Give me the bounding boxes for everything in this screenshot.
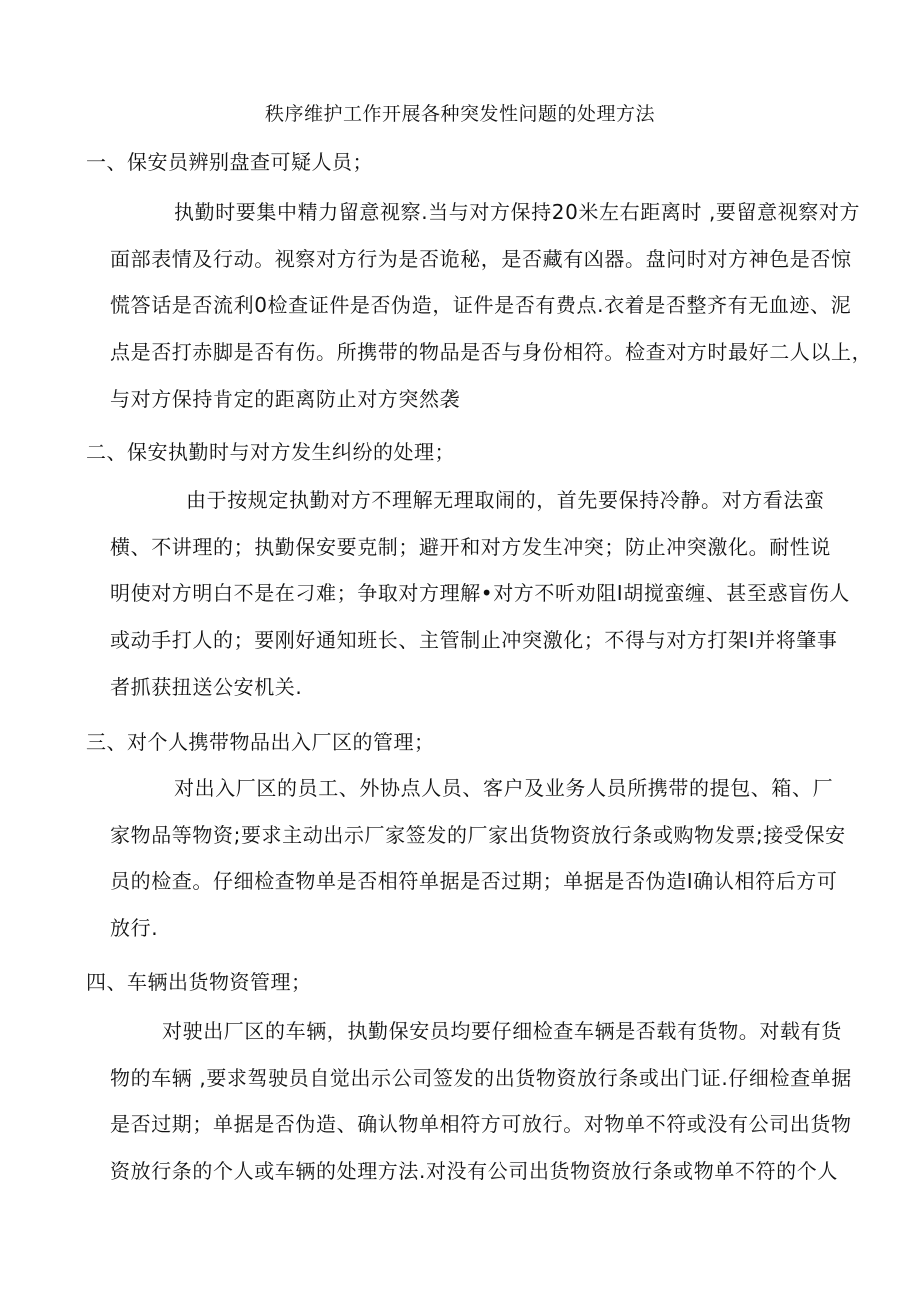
section-paragraph-4 xyxy=(110,1008,852,1195)
section-paragraph-2 xyxy=(110,477,850,711)
section-paragraph-1 xyxy=(110,189,873,423)
paragraph-line: 者抓获扭送公安机关. xyxy=(110,674,303,699)
section-heading-2: 二、保安执勤时与对方发生纠纷的处理； xyxy=(86,440,455,464)
paragraph-line: 或动手打人的；要刚好通知班长、主管制止冲突激化；不得与对方打架I并将肇事 xyxy=(110,628,838,653)
paragraph-line: 对出入厂区的员工、外协点人员、客户及业务人员所携带的提包、箱、厂 xyxy=(174,776,834,800)
paragraph-line: 横、不讲理的；执勤保安要克制；避开和对方发生冲突；防止冲突激化。耐性说 xyxy=(110,534,831,559)
document-title: 秩序维护工作开展各种突发性问题的处理方法 xyxy=(264,103,655,125)
paragraph-line: 明使对方明白不是在刁难；争取对方理解•对方不听劝阻I胡搅蛮缠、甚至惑盲伤人 xyxy=(110,581,850,606)
paragraph-line: 对驶出厂区的车辆，执勤保安员均要仔细检查车辆是否载有货物。对载有货 xyxy=(162,1019,842,1043)
section-heading-4: 四、车辆出货物资管理； xyxy=(86,970,312,994)
paragraph-line: 与对方保持肯定的距离防止对方突然袭 xyxy=(110,386,461,411)
section-heading-1: 一、保安员辨别盘查可疑人员； xyxy=(86,150,373,174)
paragraph-line: 点是否打赤脚是否有伤。所携带的物品是否与身份相符。检查对方时最好二人以上， xyxy=(110,340,873,365)
paragraph-line: 物的车辆 ,要求驾驶员自觉出示公司签发的出货物资放行条或出门证.仔细检查单据 xyxy=(110,1065,852,1090)
paragraph-line: 面部表情及行动。视察对方行为是否诡秘，是否藏有凶器。盘问时对方神色是否惊 xyxy=(110,246,852,271)
paragraph-line: 家物品等物资;要求主动出示厂家签发的厂家出货物资放行条或购物发票;接受保安 xyxy=(110,822,846,847)
paragraph-line: 放行. xyxy=(110,916,159,941)
paragraph-line: 员的检查。仔细检查物单是否相符单据是否过期；单据是否伪造I确认相符后方可 xyxy=(110,869,838,894)
paragraph-line: 执勤时要集中精力留意视察.当与对方保持20米左右距离时 ,要留意视察对方 xyxy=(174,200,861,224)
paragraph-line: 资放行条的个人或车辆的处理方法.对没有公司出货物资放行条或物单不符的个人 xyxy=(110,1159,838,1184)
section-heading-3: 三、对个人携带物品出入厂区的管理； xyxy=(86,730,435,754)
section-paragraph-3 xyxy=(110,765,846,952)
paragraph-line: 慌答话是否流利0检查证件是否伪造，证件是否有费点.衣着是否整齐有无血迹、泥 xyxy=(110,293,852,318)
paragraph-line: 是否过期；单据是否伪造、确认物单相符方可放行。对物单不符或没有公司出货物 xyxy=(110,1112,852,1137)
paragraph-line: 由于按规定执勤对方不理解无理取闹的，首先要保持冷静。对方看法蛮 xyxy=(186,488,825,512)
